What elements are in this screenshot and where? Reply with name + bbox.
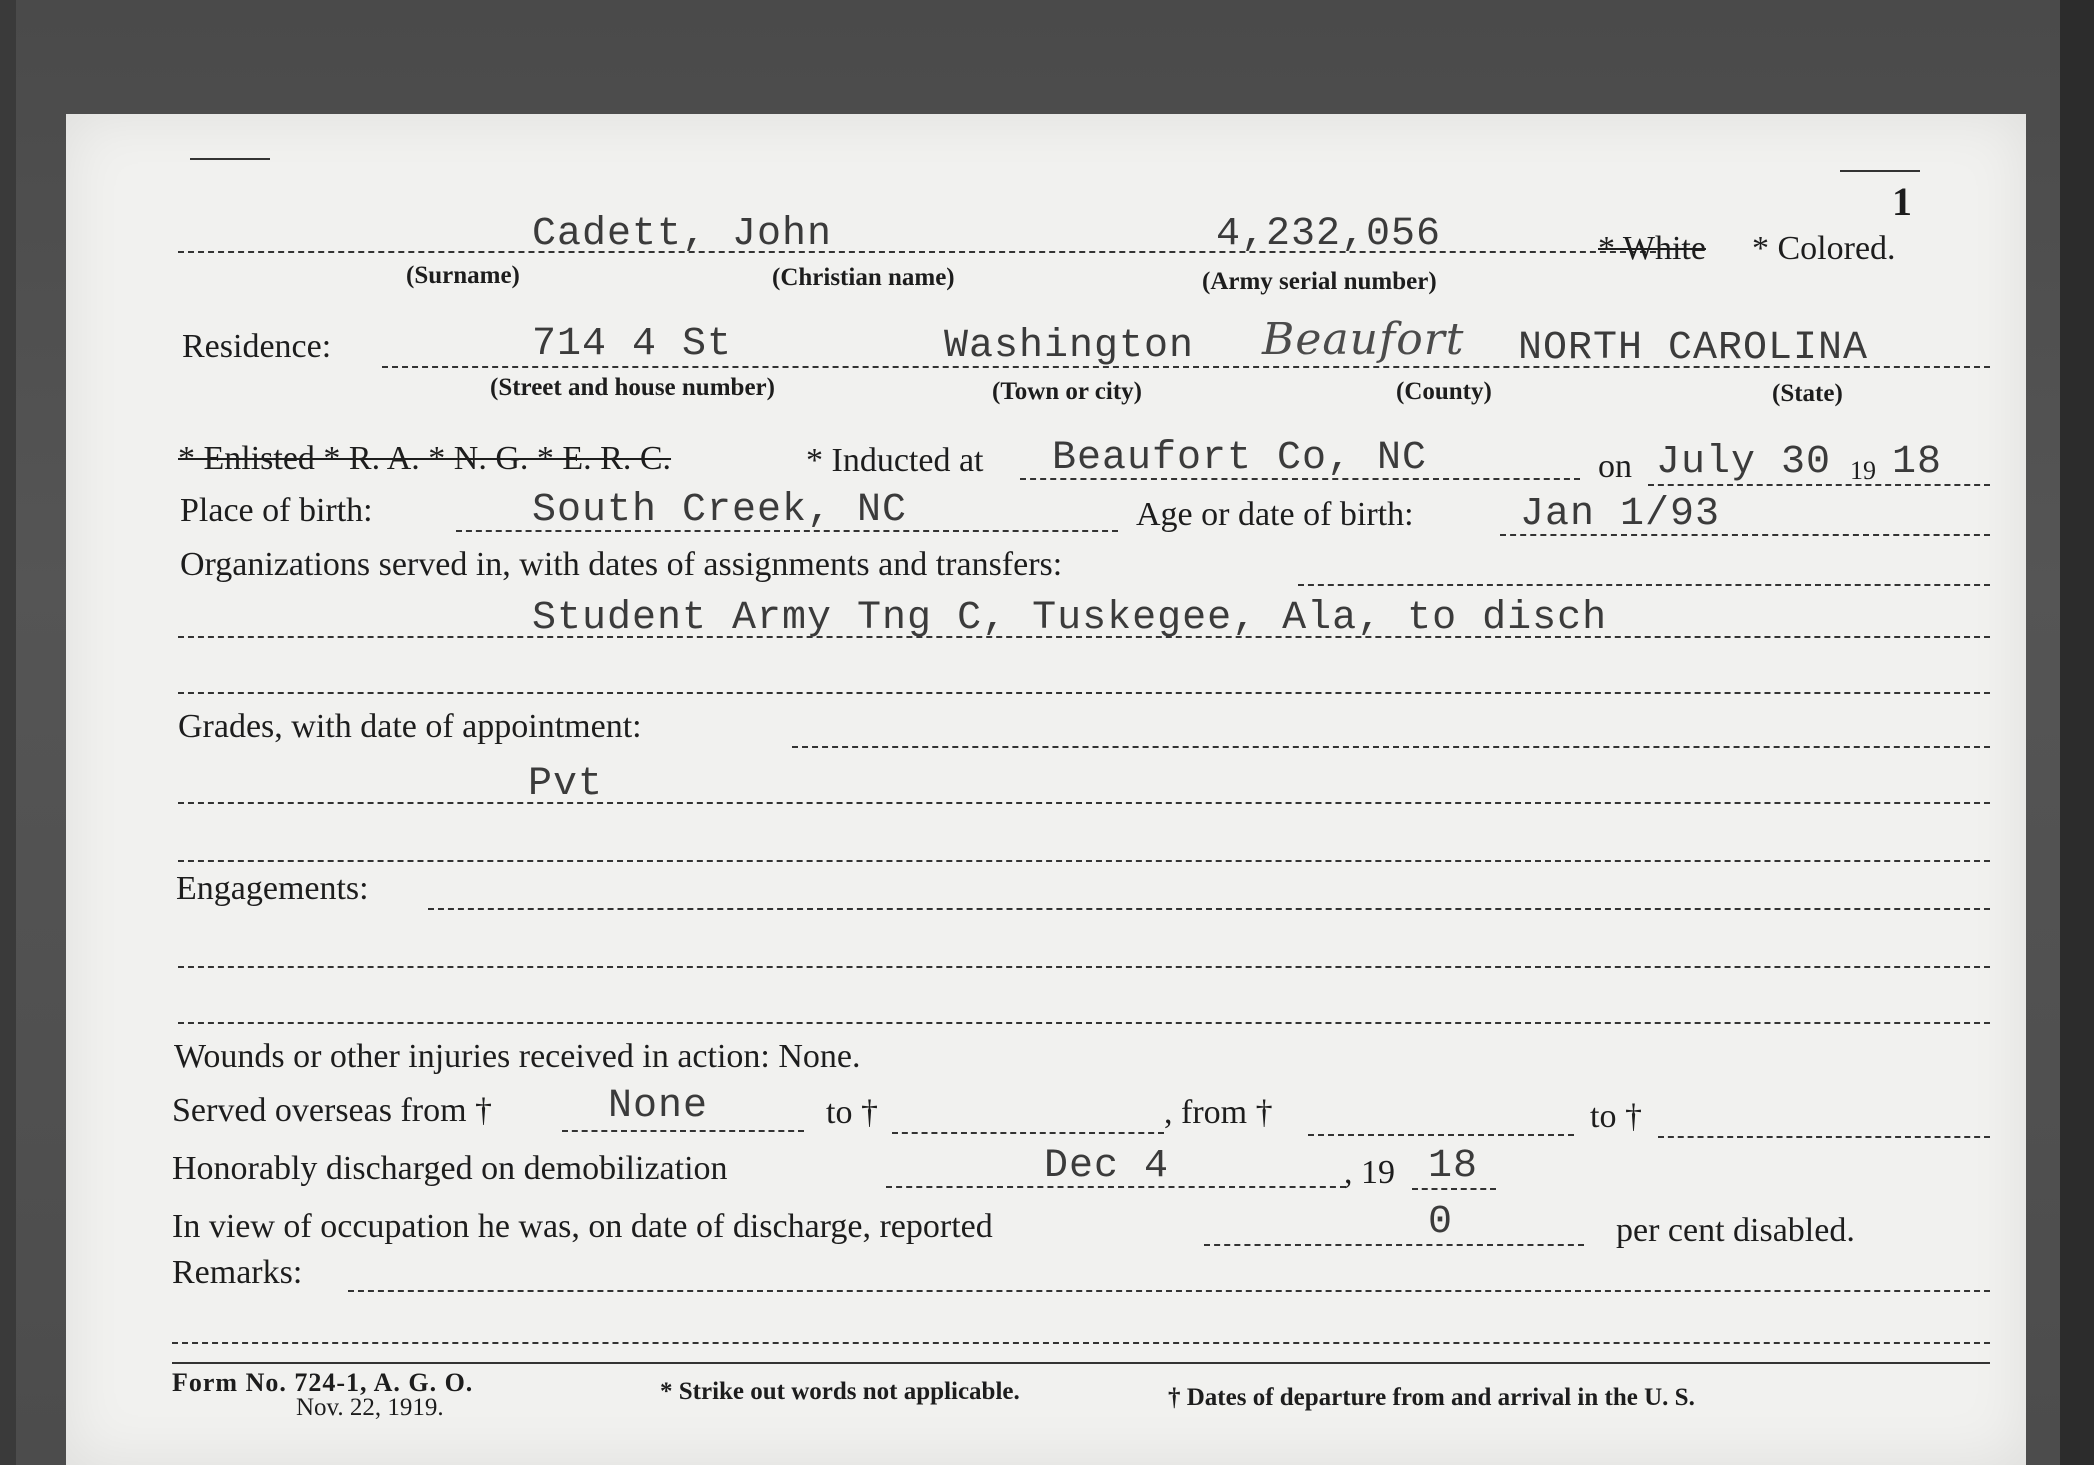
birth-place-label: Place of birth: [180,492,373,529]
grades-label: Grades, with date of appointment: [178,708,642,745]
residence-label: Residence: [182,328,332,365]
county-caption: (County) [1396,378,1492,405]
engagements-label: Engagements: [176,870,369,907]
organizations-label: Organizations served in, with dates of assignments and transfers: [180,546,1063,583]
name-value: Cadett, John [532,212,833,257]
age-label: Age or date of birth: [1136,496,1414,533]
residence-county-handwritten: Beaufort [1262,314,1465,365]
discharge-date: Dec 4 [1044,1144,1170,1189]
grades-entry: Pvt [528,762,604,807]
state-caption: (State) [1772,380,1843,407]
grades-line-2 [178,802,1990,804]
scan-background-right [2060,0,2094,1465]
overseas-to-label-1: to † [826,1094,878,1131]
overseas-to-label-2: to † [1590,1098,1642,1135]
serial-caption: (Army serial number) [1202,268,1437,295]
engagements-line-3 [178,1022,1990,1024]
discharge-year-prefix: , 19 [1344,1154,1395,1191]
induction-year-prefix: 19 [1850,456,1876,485]
street-caption: (Street and house number) [490,374,775,401]
grades-line-3 [178,860,1990,862]
form-date: Nov. 22, 1919. [296,1394,444,1421]
overseas-from-label-2: , from † [1164,1094,1273,1131]
disability-line [1204,1244,1584,1246]
organizations-line-1 [1298,584,1990,586]
discharge-year-suffix: 18 [1428,1144,1479,1189]
form-number: Form No. 724-1, A. G. O. [172,1368,474,1397]
remarks-label: Remarks: [172,1254,303,1291]
card-number: 1 [1892,179,1912,224]
on-label: on [1598,448,1632,485]
overseas-from-line-2 [1308,1134,1574,1136]
induction-date: July 30 [1656,440,1832,485]
organizations-entry: Student Army Tng C, Tuskegee, Ala, to disch [532,596,1608,641]
engagements-line-1 [428,908,1990,910]
overseas-to-line-2 [1658,1136,1990,1138]
inducted-label: * Inducted at [806,442,984,479]
disability-value: 0 [1428,1200,1454,1245]
town-caption: (Town or city) [992,378,1142,405]
serial-value: 4,232,056 [1216,212,1442,257]
wounds-label: Wounds or other injuries received in action: None. [174,1038,861,1075]
residence-state: NORTH CAROLINA [1518,326,1869,371]
residence-town: Washington [944,324,1195,369]
residence-street: 714 4 St [532,322,733,367]
overseas-label: Served overseas from † [172,1092,493,1129]
disability-suffix: per cent disabled. [1616,1212,1855,1249]
race-white-struck: * White [1598,230,1706,267]
scan-background-left [0,0,16,1465]
christian-name-caption: (Christian name) [772,264,955,291]
induction-year-suffix: 18 [1892,440,1943,485]
enlistment-struck-options: * Enlisted * R. A. * N. G. * E. R. C. [178,440,672,477]
remarks-line-1 [348,1290,1990,1292]
birth-date-value: Jan 1/93 [1520,492,1721,537]
discharge-label: Honorably discharged on demobilization [172,1150,728,1187]
corner-mark [1840,170,1920,172]
surname-caption: (Surname) [406,262,520,289]
overseas-value: None [608,1084,709,1129]
remarks-line-2 [172,1342,1990,1344]
birth-place-value: South Creek, NC [532,488,908,533]
race-colored: * Colored. [1752,230,1896,267]
engagements-line-2 [178,966,1990,968]
grades-line-1 [792,746,1990,748]
overseas-to-line-1 [892,1132,1164,1134]
service-record-card [66,114,2026,1465]
footnote-dates: † Dates of departure from and arrival in the U. S. [1168,1384,1695,1411]
organizations-line-3 [178,692,1990,694]
corner-mark [190,158,270,160]
overseas-from-line [562,1130,804,1132]
disability-label: In view of occupation he was, on date of discharge, reported [172,1208,993,1245]
inducted-place: Beaufort Co, NC [1052,436,1428,481]
footnote-strike-out: * Strike out words not applicable. [660,1378,1020,1405]
footer-rule [172,1362,1990,1364]
